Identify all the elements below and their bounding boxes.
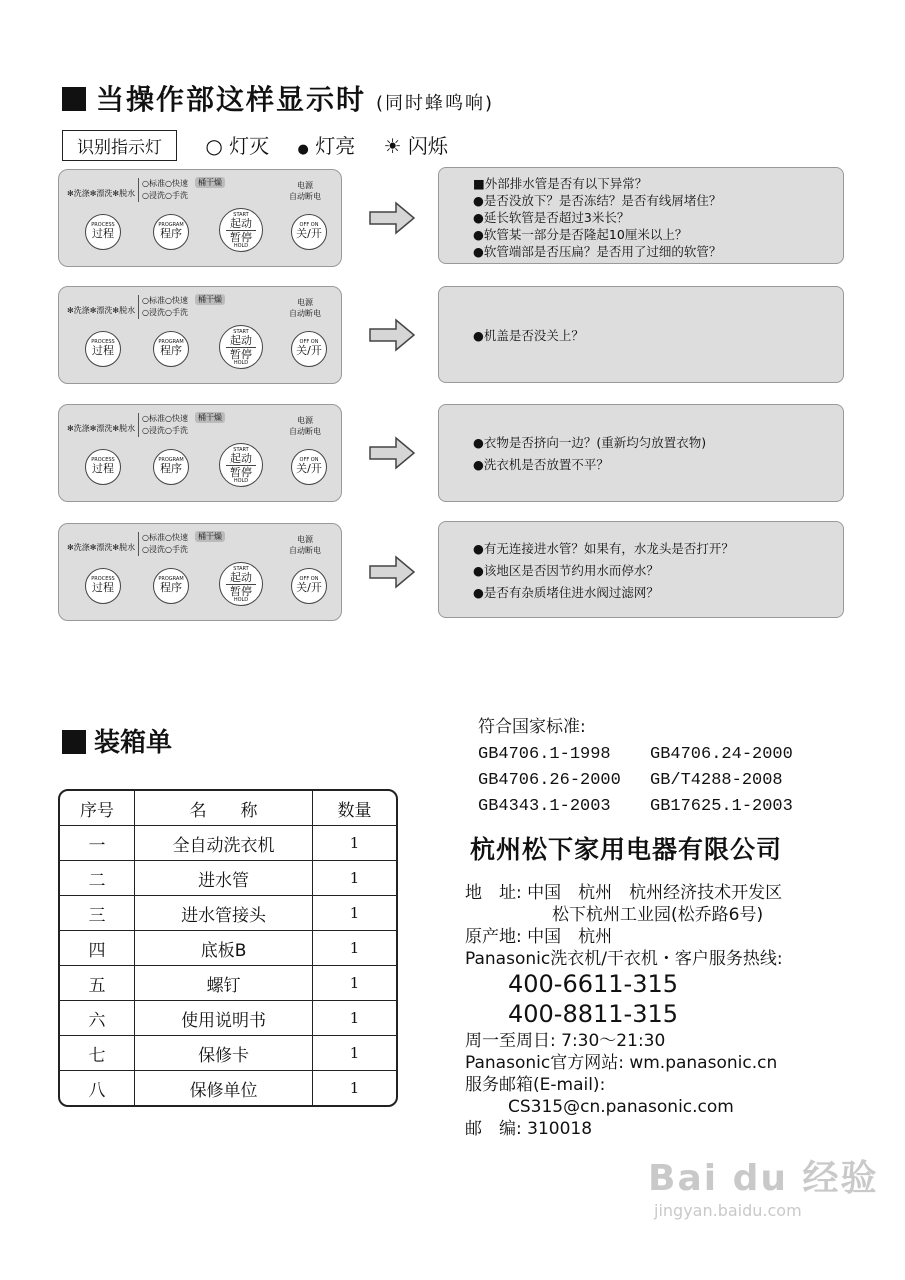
- tub-dry-chip: 桶干燥: [195, 531, 225, 542]
- course-indicators: [142, 178, 188, 202]
- alert-line: ●是否没放下？是否冻结？是否有线屑堵住？: [473, 193, 722, 208]
- power-label: [289, 415, 321, 437]
- program-button[interactable]: [153, 331, 189, 367]
- mode-indicators: ✻洗涤✻漂洗✻脱水: [67, 424, 136, 433]
- mode-indicators: ✻洗涤✻漂洗✻脱水: [67, 189, 136, 198]
- row-item-name: 使用说明书: [135, 1001, 313, 1036]
- origin-line: [465, 926, 612, 948]
- origin-text: 中国 杭州: [527, 927, 613, 947]
- table-row: [60, 1036, 396, 1071]
- row-quantity: 1: [313, 966, 396, 1001]
- header-qty: 数量: [313, 791, 396, 826]
- hotline-label: Panasonic洗衣机/干衣机・客户服务热线:: [465, 949, 783, 969]
- power-label: [289, 297, 321, 319]
- hold-small-label: HOLD: [233, 360, 249, 366]
- program-small-label: PROGRAM: [158, 576, 184, 582]
- table-row: [60, 896, 396, 931]
- alert-line: ●衣物是否挤向一边？(重新均匀放置衣物): [473, 435, 707, 450]
- light-flash-icon: ☀: [383, 134, 402, 158]
- table-header-row: [60, 791, 396, 826]
- row-index: 五: [60, 966, 135, 1001]
- row-item-name: 螺钉: [135, 966, 313, 1001]
- program-label: 程序: [160, 462, 182, 475]
- start-pause-button[interactable]: [219, 325, 263, 369]
- start-small-label: START: [233, 329, 249, 335]
- row-index: 二: [60, 861, 135, 896]
- pause-label: 暂停: [230, 348, 252, 361]
- process-button[interactable]: [85, 568, 121, 604]
- power-button[interactable]: [291, 331, 327, 367]
- control-panel: [58, 169, 342, 267]
- program-label: 程序: [160, 227, 182, 240]
- table-row: [60, 966, 396, 1001]
- row-index: 四: [60, 931, 135, 966]
- course-line: ○标准○快速: [142, 533, 188, 542]
- square-bullet-icon: [62, 730, 86, 754]
- address-text: 中国 杭州 杭州经济技术开发区: [527, 883, 783, 903]
- power-sub-text: 自动断电: [289, 427, 321, 436]
- start-pause-button[interactable]: [219, 562, 263, 606]
- legend-on-label: 灯亮: [315, 134, 356, 158]
- process-button[interactable]: [85, 449, 121, 485]
- process-label: 过程: [92, 462, 114, 475]
- process-small-label: PROCESS: [91, 222, 115, 228]
- email-address: CS315@cn.panasonic.com: [508, 1097, 734, 1117]
- row-item-name: 底板B: [135, 931, 313, 966]
- table-row: [60, 861, 396, 896]
- postcode-line: 邮 编: 310018: [465, 1119, 593, 1139]
- process-label: 过程: [92, 581, 114, 594]
- power-small-label: OFF ON: [299, 457, 319, 463]
- alert-line: ●该地区是否因节约用水而停水？: [473, 563, 659, 578]
- table-row: [60, 931, 396, 966]
- row-index: 六: [60, 1001, 135, 1036]
- website-line: Panasonic官方网站: wm.panasonic.cn: [465, 1053, 778, 1073]
- row-item-name: 进水管: [135, 861, 313, 896]
- power-label: [289, 180, 321, 202]
- power-sub-text: 自动断电: [289, 192, 321, 201]
- row-item-name: 全自动洗衣机: [135, 826, 313, 861]
- row-item-name: 保修单位: [135, 1071, 313, 1105]
- process-small-label: PROCESS: [91, 457, 115, 463]
- standard-item: GB/T4288-2008: [650, 771, 783, 790]
- tub-dry-chip: 桶干燥: [195, 177, 225, 188]
- row-quantity: 1: [313, 931, 396, 966]
- start-label: 起动: [230, 217, 252, 230]
- square-bullet-icon: [62, 87, 86, 111]
- control-panel: [58, 404, 342, 502]
- legend-box: 识别指示灯: [62, 130, 177, 161]
- course-line: ○浸洗○手洗: [142, 545, 188, 554]
- course-line: ○浸洗○手洗: [142, 191, 188, 200]
- table-row: [60, 1071, 396, 1105]
- address-label: 地 址:: [465, 883, 522, 903]
- table-row: [60, 1001, 396, 1036]
- legend-flash-label: 闪烁: [407, 134, 448, 158]
- row-index: 三: [60, 896, 135, 931]
- process-button[interactable]: [85, 331, 121, 367]
- right-arrow-icon: [368, 201, 416, 235]
- section-title: [62, 78, 494, 118]
- power-label-text: 电源: [297, 298, 313, 307]
- watermark: [648, 1150, 879, 1220]
- power-label-text: 电源: [297, 416, 313, 425]
- row-quantity: 1: [313, 1001, 396, 1036]
- alert-line: ●软管端部是否压扁？是否用了过细的软管？: [473, 244, 722, 259]
- row-quantity: 1: [313, 826, 396, 861]
- header-index: 序号: [60, 791, 135, 826]
- process-label: 过程: [92, 227, 114, 240]
- row-index: 七: [60, 1036, 135, 1071]
- service-hours: 周一至周日: 7:30～21:30: [465, 1031, 666, 1051]
- program-label: 程序: [160, 344, 182, 357]
- course-line: ○标准○快速: [142, 414, 188, 423]
- separator: [138, 532, 139, 556]
- process-button[interactable]: [85, 214, 121, 250]
- row-quantity: 1: [313, 1036, 396, 1071]
- hotline-number: 400-8811-315: [508, 1000, 679, 1028]
- program-small-label: PROGRAM: [158, 339, 184, 345]
- light-on-icon: ●: [297, 142, 309, 157]
- alert-message-box: [438, 404, 844, 502]
- course-indicators: [142, 532, 188, 556]
- mode-indicators: ✻洗涤✻漂洗✻脱水: [67, 543, 136, 552]
- course-indicators: [142, 295, 188, 319]
- row-item-name: 保修卡: [135, 1036, 313, 1071]
- alert-line: ■外部排水管是否有以下异常？: [473, 176, 648, 191]
- standard-item: GB4706.24-2000: [650, 745, 793, 764]
- row-quantity: 1: [313, 896, 396, 931]
- header-name: 名 称: [135, 791, 313, 826]
- separator: [138, 413, 139, 437]
- separator: [138, 178, 139, 202]
- power-small-label: OFF ON: [299, 339, 319, 345]
- separator: [138, 295, 139, 319]
- watermark-url: jingyan.baidu.com: [654, 1201, 802, 1220]
- packing-table: [58, 789, 398, 1107]
- power-button[interactable]: [291, 568, 327, 604]
- alert-line: ●延长软管是否超过3米长？: [473, 210, 630, 225]
- row-item-name: 进水管接头: [135, 896, 313, 931]
- power-button-label: 关/开: [296, 462, 322, 475]
- hotline-number: 400-6611-315: [508, 970, 679, 998]
- table-row: [60, 826, 396, 861]
- power-button-label: 关/开: [296, 344, 322, 357]
- packing-title: [62, 722, 172, 759]
- process-label: 过程: [92, 344, 114, 357]
- mode-indicators: ✻洗涤✻漂洗✻脱水: [67, 306, 136, 315]
- address-line-2: 松下杭州工业园(松乔路6号): [552, 905, 764, 925]
- packing-title-text: 装箱单: [94, 728, 173, 758]
- standard-item: GB4706.1-1998: [478, 745, 611, 764]
- row-quantity: 1: [349, 1079, 360, 1097]
- power-button-label: 关/开: [296, 581, 322, 594]
- alert-line: ●软管某一部分是否隆起10厘米以上？: [473, 227, 688, 242]
- legend-off-label: 灯灭: [229, 134, 270, 158]
- power-small-label: OFF ON: [299, 576, 319, 582]
- course-line: ○标准○快速: [142, 296, 188, 305]
- start-small-label: START: [233, 212, 249, 218]
- control-panel: [58, 523, 342, 621]
- watermark-brand: Bai du 经验: [648, 1158, 879, 1199]
- start-pause-button[interactable]: [219, 208, 263, 252]
- section-title-text: 当操作部这样显示时: [96, 83, 367, 116]
- course-line: ○标准○快速: [142, 179, 188, 188]
- control-panel: [58, 286, 342, 384]
- address-line: [465, 882, 782, 904]
- power-small-label: OFF ON: [299, 222, 319, 228]
- course-line: ○浸洗○手洗: [142, 308, 188, 317]
- alert-message-box: [438, 167, 844, 264]
- tub-dry-chip: 桶干燥: [195, 412, 225, 423]
- start-label: 起动: [230, 571, 252, 584]
- hold-small-label: HOLD: [233, 597, 249, 603]
- row-quantity: 1: [313, 861, 396, 896]
- course-line: ○浸洗○手洗: [142, 426, 188, 435]
- standard-item: GB4343.1-2003: [478, 797, 611, 816]
- origin-label: 原产地:: [465, 927, 522, 947]
- tub-dry-chip: 桶干燥: [195, 294, 225, 305]
- power-sub-text: 自动断电: [289, 309, 321, 318]
- program-small-label: PROGRAM: [158, 222, 184, 228]
- pause-label: 暂停: [230, 466, 252, 479]
- hold-small-label: HOLD: [233, 243, 249, 249]
- right-arrow-icon: [368, 436, 416, 470]
- row-index: 八: [60, 1071, 135, 1105]
- standards-title: 符合国家标准:: [478, 717, 586, 737]
- standard-item: GB17625.1-2003: [650, 797, 793, 816]
- program-label: 程序: [160, 581, 182, 594]
- power-button-label: 关/开: [296, 227, 322, 240]
- power-label-text: 电源: [297, 535, 313, 544]
- start-label: 起动: [230, 452, 252, 465]
- start-small-label: START: [233, 447, 249, 453]
- right-arrow-icon: [368, 555, 416, 589]
- course-indicators: [142, 413, 188, 437]
- power-label: [289, 534, 321, 556]
- hold-small-label: HOLD: [233, 478, 249, 484]
- power-button[interactable]: [291, 449, 327, 485]
- program-button[interactable]: [153, 214, 189, 250]
- alert-line: ●有无连接进水管？如果有，水龙头是否打开？: [473, 541, 734, 556]
- program-button[interactable]: [153, 449, 189, 485]
- alert-line: ●机盖是否没关上？: [473, 328, 584, 343]
- alert-line: ●洗衣机是否放置不平？: [473, 457, 609, 472]
- standard-item: GB4706.26-2000: [478, 771, 621, 790]
- company-name: 杭州松下家用电器有限公司: [470, 835, 783, 864]
- alert-message-box: [438, 521, 844, 618]
- process-small-label: PROCESS: [91, 576, 115, 582]
- section-subtitle: (同时蜂鸣响): [376, 93, 495, 114]
- power-button[interactable]: [291, 214, 327, 250]
- light-off-icon: ○: [205, 134, 223, 158]
- power-sub-text: 自动断电: [289, 546, 321, 555]
- alert-line: ●是否有杂质堵住进水阀过滤网？: [473, 585, 659, 600]
- right-arrow-icon: [368, 318, 416, 352]
- legend: [62, 130, 448, 160]
- program-small-label: PROGRAM: [158, 457, 184, 463]
- pause-label: 暂停: [230, 585, 252, 598]
- process-small-label: PROCESS: [91, 339, 115, 345]
- start-small-label: START: [233, 566, 249, 572]
- power-label-text: 电源: [297, 181, 313, 190]
- pause-label: 暂停: [230, 231, 252, 244]
- row-index: 一: [60, 826, 135, 861]
- alert-message-box: [438, 286, 844, 383]
- start-pause-button[interactable]: [219, 443, 263, 487]
- email-label: 服务邮箱(E-mail):: [465, 1075, 606, 1095]
- start-label: 起动: [230, 334, 252, 347]
- program-button[interactable]: [153, 568, 189, 604]
